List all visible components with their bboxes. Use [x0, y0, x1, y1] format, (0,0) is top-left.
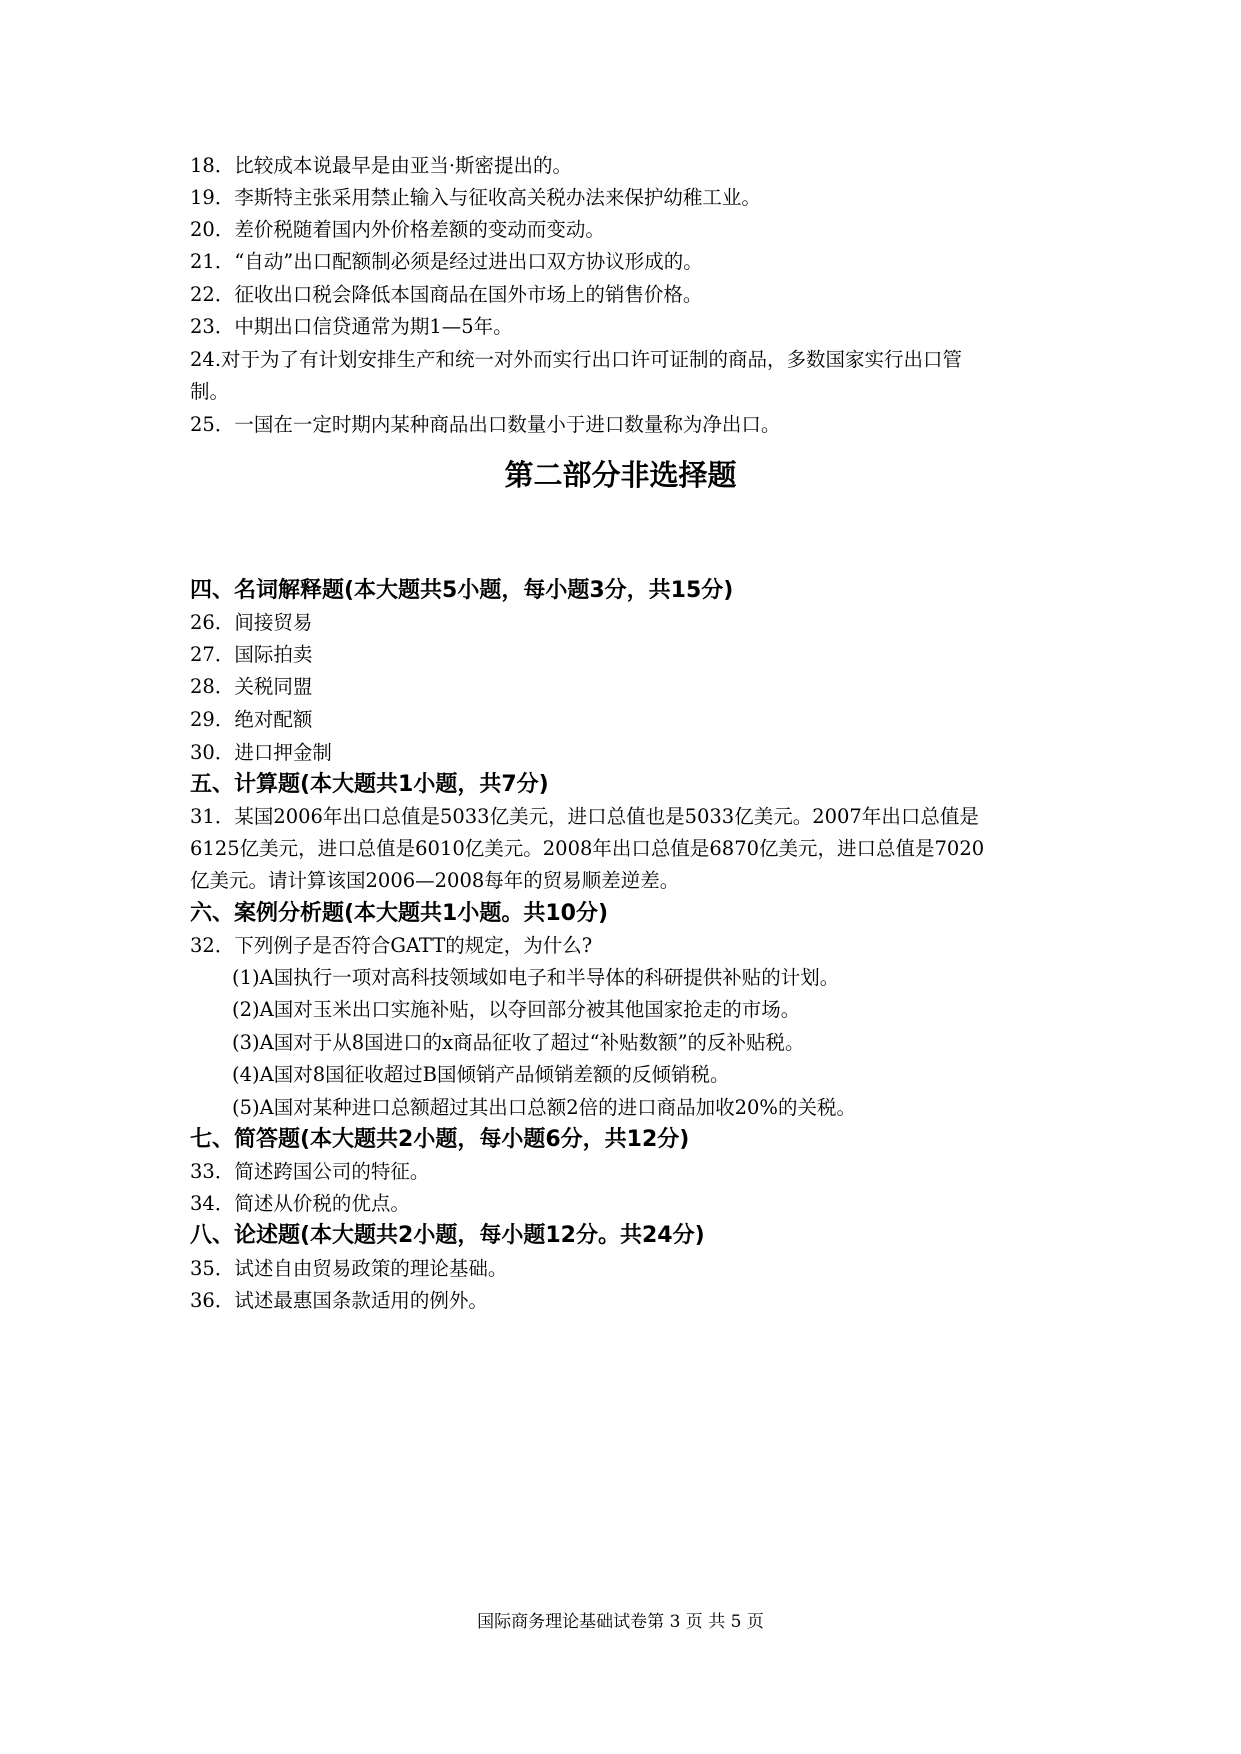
- judgment-item-20: 20．差价税随着国内外价格差额的变动而变动。: [190, 218, 605, 241]
- section7-heading: 七、简答题(本大题共2小题，每小题6分，共12分): [190, 1127, 690, 1152]
- calc-question-line-1: 31．某国2006年出口总值是5033亿美元，进口总值也是5033亿美元。2007年出口总值是: [190, 805, 979, 828]
- section4-heading: 四、名词解释题(本大题共5小题，每小题3分，共15分): [190, 578, 734, 603]
- judgment-item-19: 19．李斯特主张采用禁止输入与征收高关税办法来保护幼稚工业。: [190, 186, 761, 209]
- case-question: 32．下列例子是否符合GATT的规定，为什么?: [190, 934, 593, 957]
- term-item-28: 28．关税同盟: [190, 675, 313, 698]
- essay-item-36: 36．试述最惠国条款适用的例外。: [190, 1289, 488, 1312]
- calc-question-line-2: 6125亿美元，进口总值是6010亿美元。2008年出口总值是6870亿美元，进口总值是7020: [190, 837, 985, 860]
- page-footer: 国际商务理论基础试卷第 3 页 共 5 页: [477, 1612, 764, 1632]
- term-item-26: 26．间接贸易: [190, 611, 313, 634]
- judgment-item-24-cont: 制。: [190, 380, 230, 403]
- term-item-27: 27．国际拍卖: [190, 643, 313, 666]
- judgment-item-23: 23．中期出口信贷通常为期1—5年。: [190, 315, 513, 338]
- section6-heading: 六、案例分析题(本大题共1小题。共10分): [190, 901, 609, 926]
- term-item-30: 30．进口押金制: [190, 741, 332, 764]
- case-subitem-2: (2)A国对玉米出口实施补贴，以夺回部分被其他国家抢走的市场。: [232, 998, 801, 1021]
- judgment-item-21: 21．“自动”出口配额制必须是经过进出口双方协议形成的。: [190, 250, 703, 273]
- section8-heading: 八、论述题(本大题共2小题，每小题12分。共24分): [190, 1223, 705, 1248]
- section5-heading: 五、计算题(本大题共1小题，共7分): [190, 772, 549, 797]
- term-item-29: 29．绝对配额: [190, 708, 313, 731]
- case-subitem-1: (1)A国执行一项对高科技领域如电子和半导体的科研提供补贴的计划。: [232, 966, 840, 989]
- judgment-item-22: 22．征收出口税会降低本国商品在国外市场上的销售价格。: [190, 283, 703, 306]
- judgment-item-25: 25．一国在一定时期内某种商品出口数量小于进口数量称为净出口。: [190, 413, 781, 436]
- case-subitem-3: (3)A国对于从8国进口的x商品征收了超过“补贴数额”的反补贴税。: [232, 1031, 805, 1054]
- essay-item-35: 35．试述自由贸易政策的理论基础。: [190, 1257, 508, 1280]
- calc-question-line-3: 亿美元。请计算该国2006—2008每年的贸易顺差逆差。: [190, 869, 680, 892]
- judgment-item-18: 18．比较成本说最早是由亚当·斯密提出的。: [190, 154, 573, 177]
- case-subitem-5: (5)A国对某种进口总额超过其出口总额2倍的进口商品加收20%的关税。: [232, 1096, 856, 1119]
- judgment-item-24: 24.对于为了有计划安排生产和统一对外而实行出口许可证制的商品，多数国家实行出口管: [190, 348, 963, 371]
- short-answer-item-33: 33．简述跨国公司的特征。: [190, 1160, 430, 1183]
- part-two-title: 第二部分非选择题: [504, 458, 737, 492]
- case-subitem-4: (4)A国对8国征收超过B国倾销产品倾销差额的反倾销税。: [232, 1063, 730, 1086]
- short-answer-item-34: 34．简述从价税的优点。: [190, 1192, 410, 1215]
